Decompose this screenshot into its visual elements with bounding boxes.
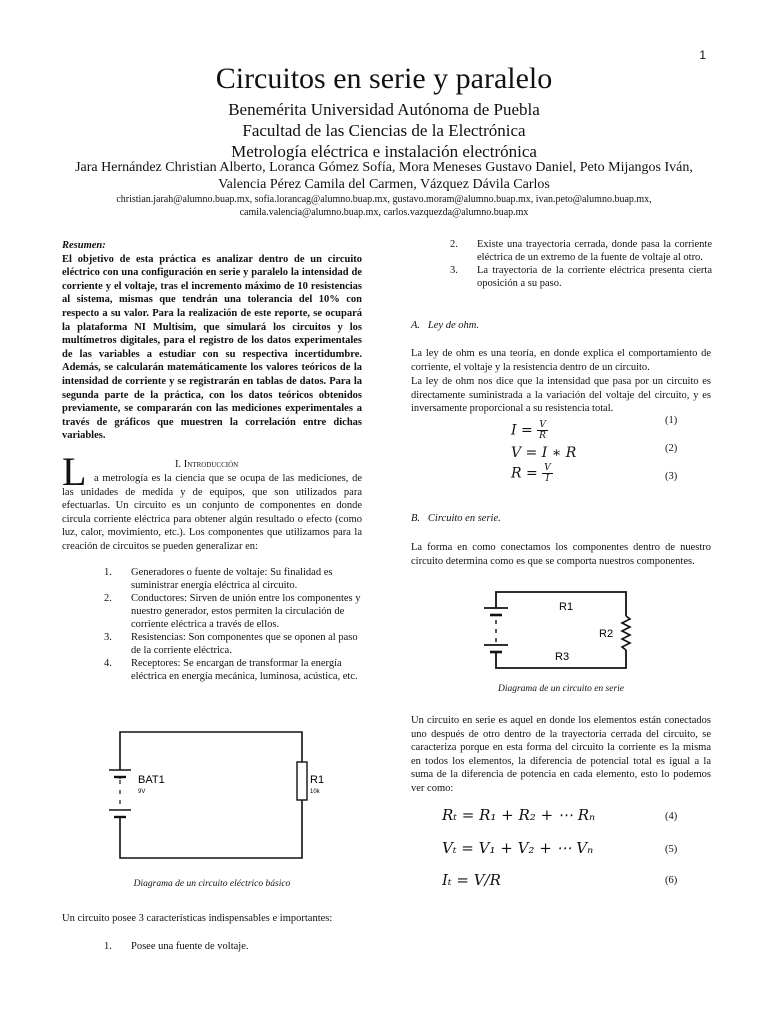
characteristics-intro: Un circuito posee 3 características indispensables e importantes: xyxy=(62,913,333,924)
subsection-b-heading: B. Circuito en serie. xyxy=(411,513,501,524)
abstract-text: El objetivo de esta práctica es analizar dentro de un circuito eléctrico con una configuración en serie y paralelo la intensidad de corriente y el voltaje, tras el incremento máximo de 10 resistencias al sistema, mismas que tendrán una tolerancia del 10% con respecto a su valor. Para la realización de este reporte, se ocupará la plataforma NI Multisim, que simulará los circuitos y los multímetros digitales, para el registro de los datos experimentales de las variables a estudiar con su respectiva incertidumbre. Además, se calcularán matemáticamente los valores teóricos de la intensidad de corriente y se registrarán en tablas de datos. Para la segunda parte de la práctica, con los datos teóricos obtenidos previamente, se compararán con las mediciones experimentales a través de gráficos que muestren la correlación entre dichas variables. xyxy=(62,253,362,442)
drop-cap: L xyxy=(62,449,87,494)
ohm-paragraph-2: La ley de ohm nos dice que la intensidad que pasa por un circuito es directamente suministrada a la variación del voltaje del circuito, y es inversamente proporcional a su resistencia total. xyxy=(411,376,711,415)
list-item: 3. La trayectoria de la corriente eléctrica presenta cierta oposición a su paso. xyxy=(450,265,712,289)
resistor-label: R1 xyxy=(310,774,325,786)
emails-line-1: christian.jarah@alumno.buap.mx, sofia.lorancag@alumno.buap.mx, gustavo.moram@alumno.buap.mx, ivan.peto@alumno.buap.mx, xyxy=(116,194,652,205)
equation-4: Rₜ = R₁ + R₂ + ⋯ Rₙ xyxy=(442,806,596,824)
series-paragraph-1: La forma en como conectamos los componentes dentro de nuestro circuito determina como es que se comporta nuestros componentes. xyxy=(411,542,711,567)
list-item: 2. Existe una trayectoria cerrada, donde pasa la corriente eléctrica de un extremo de la fuente de voltaje al otro. xyxy=(450,239,712,263)
abstract xyxy=(62,239,362,443)
equation-3: R = $\frac{V}{I}$ xyxy=(511,463,551,484)
list-item xyxy=(104,631,364,657)
equation-5: Vₜ = V₁ + V₂ + ⋯ Vₙ xyxy=(442,839,594,857)
intro-text: a metrología es la ciencia que se ocupa de las mediciones, de las unidades de medida y de equipos, que son utilizados para efectuarlas. Un circuito es un conjunto de componentes en donde circula corriente eléctrica para obtener algún resultado o efecto (como luz, calor, movimiento, etc.). Los componentes que utilizamos para la creación de circuitos se pueden generalizar en: xyxy=(62,473,362,552)
list-item-text: Resistencias: Son componentes que se oponen al paso de la corriente eléctrica. xyxy=(131,632,358,656)
equation-6: Iₜ = V/R xyxy=(442,871,501,889)
list-item xyxy=(104,592,364,631)
resistor-r2-symbol xyxy=(622,616,630,650)
page-number: 1 xyxy=(699,48,706,62)
components-list xyxy=(104,566,364,683)
course: Metrología eléctrica e instalación electrónica xyxy=(231,142,537,161)
equation-5-number: (5) xyxy=(665,844,678,855)
list-item: 1. Posee una fuente de voltaje. xyxy=(104,941,249,952)
list-item xyxy=(104,566,364,592)
characteristics-list-left xyxy=(104,940,364,953)
list-item xyxy=(104,657,364,683)
equation-1-number: (1) xyxy=(665,415,678,426)
emails-line-2: camila.valencia@alumno.buap.mx, carlos.vazquezda@alumno.buap.mx xyxy=(239,207,529,218)
equation-2: V = I ∗ R xyxy=(511,445,577,461)
characteristics-list-right xyxy=(450,238,712,290)
university: Benemérita Universidad Autónoma de Puebla xyxy=(228,100,540,119)
battery-label: BAT1 xyxy=(138,774,165,786)
basic-circuit-diagram xyxy=(96,722,336,868)
section-number: I. xyxy=(175,459,182,470)
section-title: Introducción xyxy=(183,459,239,470)
r3-label: R3 xyxy=(555,651,570,663)
list-item-number: 1. xyxy=(104,567,112,578)
series-circuit-diagram xyxy=(480,586,640,678)
list-item-number: 4. xyxy=(104,658,112,669)
list-item-text: Receptores: Se encargan de transformar la energía eléctrica en energía mecánica, luminosa, acústica, etc. xyxy=(131,658,358,682)
series-paragraph-2: Un circuito en serie es aquel en donde los elementos están conectados uno después de otro dentro de la trayectoria cerrada del circuito, se caracteriza porque en esta forma del circuito la corriente es la misma en todos los elementos, la diferencia de potencial total es igual a la suma de la diferencia de potencia en cada elemento, esto lo podemos ver como: xyxy=(411,715,711,794)
battery-value: 9V xyxy=(138,789,146,795)
list-item-text: Generadores o fuente de voltaje: Su finalidad es suministrar energía eléctrica al circuito. xyxy=(131,567,333,591)
subsection-a-heading: A. Ley de ohm. xyxy=(411,320,479,331)
r2-label: R2 xyxy=(599,628,614,640)
list-item-text: Conductores: Sirven de unión entre los componentes y nuestro generador, estos permiten la circulación de corriente eléctrica a través de ellos. xyxy=(131,593,361,630)
authors-line-2: Valencia Pérez Camila del Carmen, Vázquez Dávila Carlos xyxy=(218,177,550,192)
figure1-caption: Diagrama de un circuito eléctrico básico xyxy=(133,879,291,889)
equation-3-number: (3) xyxy=(665,471,678,482)
r1-label: R1 xyxy=(559,601,574,613)
paper-title: Circuitos en serie y paralelo xyxy=(215,62,553,95)
intro-paragraph xyxy=(62,472,362,554)
resistor-value: 10k xyxy=(310,789,320,795)
equation-1: I = $\frac{V}{R}$ xyxy=(511,420,546,441)
equation-6-number: (6) xyxy=(665,875,678,886)
authors-line-1: Jara Hernández Christian Alberto, Loranca Gómez Sofía, Mora Meneses Gustavo Daniel, Peto Mijangos Iván, xyxy=(75,160,693,175)
list-item-number: 3. xyxy=(104,632,112,643)
list-item-number: 2. xyxy=(104,593,112,604)
ohm-paragraph-1: La ley de ohm es una teoría, en donde explica el comportamiento de corriente, el voltaje y la resistencia dentro de un circuito. xyxy=(411,348,711,373)
faculty: Facultad de las Ciencias de la Electrónica xyxy=(242,121,526,140)
section-heading xyxy=(175,459,238,470)
resistor-symbol xyxy=(297,762,307,800)
equation-2-number: (2) xyxy=(665,443,678,454)
abstract-label: Resumen: xyxy=(62,240,106,251)
figure2-caption: Diagrama de un circuito en serie xyxy=(497,684,625,694)
equation-4-number: (4) xyxy=(665,811,678,822)
